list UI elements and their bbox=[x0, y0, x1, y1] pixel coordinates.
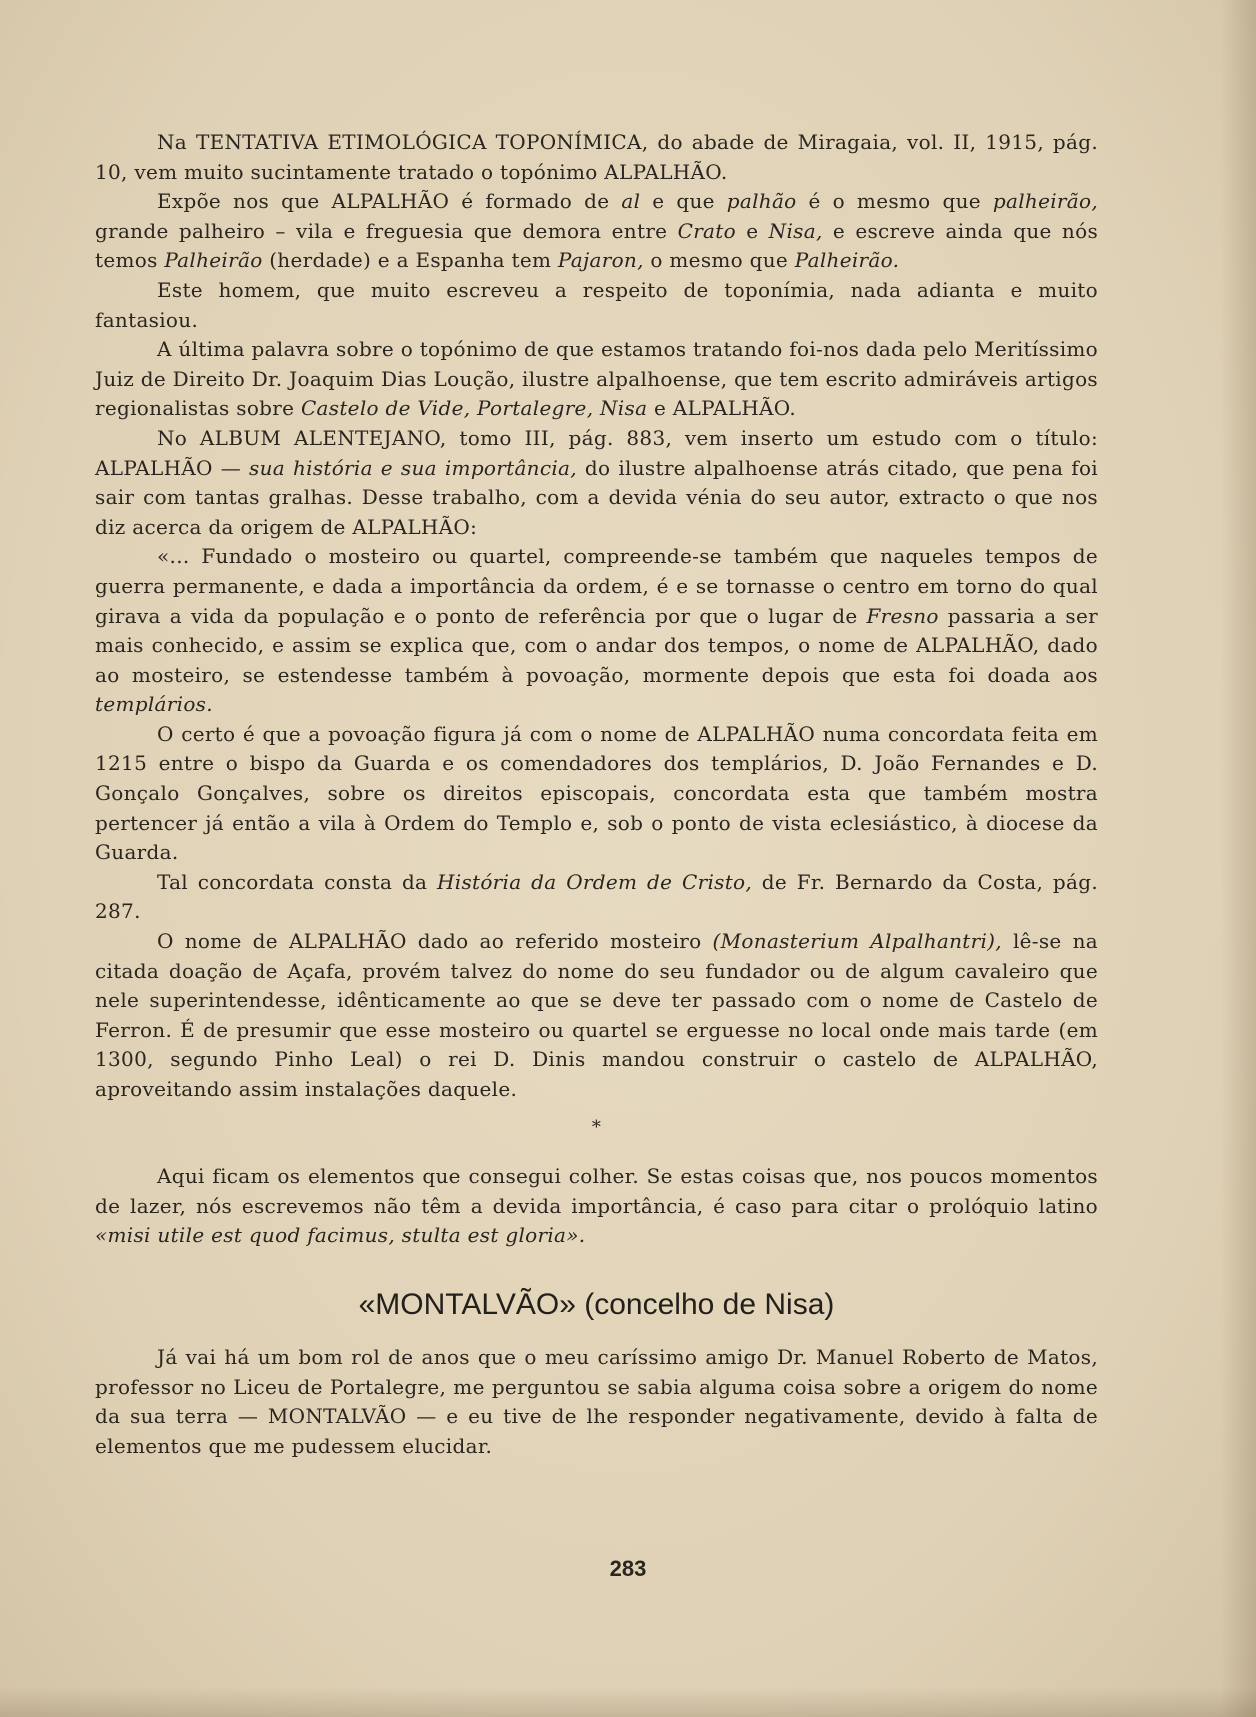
body-text bbox=[95, 128, 1098, 1461]
text-run: e escreve ainda que nós temos bbox=[95, 218, 1099, 273]
italic-text-run: Pajaron, bbox=[557, 248, 644, 273]
text-run: Aqui ficam os elementos que consegui colher. Se estas coisas que, nos poucos momentos de lazer, nós escrevemos não têm a devida importância, é caso para citar o prolóquio latino bbox=[95, 1164, 1098, 1218]
italic-text-run: palheirão, bbox=[992, 189, 1098, 214]
paragraphs-container bbox=[95, 128, 1098, 1105]
italic-text-run: Palheirão bbox=[164, 248, 263, 273]
italic-text-run: (Monasterium Alpalhantri), bbox=[712, 929, 1002, 954]
scan-shadow-bottom bbox=[0, 1687, 1256, 1717]
italic-text-run: Nisa, bbox=[768, 218, 823, 243]
text-run: No ALBUM ALENTEJANO, tomo III, pág. 883, vem inserto um estudo com o título: ALPALHÃO — bbox=[95, 425, 1098, 480]
paragraph bbox=[95, 187, 1098, 276]
text-run: Na TENTATIVA ETIMOLÓGICA TOPONÍMICA, do abade de Miragaia, vol. II, 1915, pág. 10, vem muito sucintamente tratado o topónimo ALPALHÃO. bbox=[95, 130, 1098, 184]
italic-text-run: «misi utile est quod facimus, stulta est gloria». bbox=[95, 1223, 586, 1248]
italic-text-run: História da Ordem de Cristo, bbox=[437, 869, 753, 894]
text-run: e que bbox=[640, 189, 727, 214]
text-run: Tal concordata consta da bbox=[157, 869, 437, 894]
italic-text-run: palhão bbox=[726, 189, 797, 214]
text-run: O nome de ALPALHÃO dado ao referido mosteiro bbox=[157, 929, 713, 954]
text-run: é o mesmo que bbox=[796, 189, 993, 214]
text-run: Expõe nos que ALPALHÃO é formado de bbox=[157, 189, 622, 214]
text-run: de Fr. Bernardo da Costa, pág. 287. bbox=[95, 869, 1098, 924]
section-heading: «MONTALVÃO» (concelho de Nisa) bbox=[358, 1287, 835, 1321]
text-run: passaria a ser mais conhecido, e assim se explica que, com o andar dos tempos, o nome de ALPALHÃO, dado ao mosteiro, se estendesse também à povoação, mormente depois que esta foi doada aos bbox=[95, 603, 1098, 687]
paragraph bbox=[95, 720, 1098, 868]
text-run: Já vai há um bom rol de anos que o meu caríssimo amigo Dr. Manuel Roberto de Matos, professor no Liceu de Portalegre, me perguntou se sabia alguma coisa sobre a origem do nome da sua terra — MONTALVÃO — e eu tive de lhe responder negativamente, devido à falta de elementos que me pudessem elucidar. bbox=[95, 1344, 1098, 1458]
text-run: A última palavra sobre o topónimo de que estamos tratando foi-nos dada pelo Meritíssimo Juiz de Direito Dr. Joaquim Dias Loução, ilustre alpalhoense, que tem escrito admiráveis artigos regionalistas sobre bbox=[95, 337, 1099, 421]
italic-text-run: Fresno bbox=[866, 603, 939, 628]
section-paragraph bbox=[95, 1343, 1098, 1461]
italic-text-run: Castelo de Vide, Portalegre, Nisa bbox=[300, 396, 648, 421]
paragraph bbox=[95, 128, 1098, 187]
section-separator: * bbox=[591, 1116, 602, 1138]
text-run: do ilustre alpalhoense atrás citado, que pena foi sair com tantas gralhas. Desse trabalho, com a devida vénia do seu autor, extracto o que nos diz acerca da origem de ALPALHÃO: bbox=[95, 455, 1098, 539]
paragraph bbox=[95, 424, 1098, 542]
text-run: O certo é que a povoação figura já com o nome de ALPALHÃO numa concordata feita em 1215 entre o bispo da Guarda e os comendadores dos templários, D. João Fernandes e D. Gonçalo Gonçalves, sobre os direitos episcopais, concordata esta que também mostra pertencer já então a vila à Ordem do Templo e, sob o ponto de vista eclesiástico, à diocese da Guarda. bbox=[95, 721, 1098, 865]
italic-text-run: Crato bbox=[677, 218, 736, 243]
closing-paragraph bbox=[95, 1162, 1098, 1251]
italic-text-run: sua história e sua importância, bbox=[249, 455, 577, 480]
text-run: lê-se na citada doação de Açafa, provém talvez do nome do seu fundador ou de algum cavaleiro que nele superintendesse, idênticamente ao que se deve ter passado com o nome de Castelo de Ferron. É de presumir que esse mosteiro ou quartel se erguesse no local onde mais tarde (em 1300, segundo Pinho Leal) o rei D. Dinis mandou construir o castelo de ALPALHÃO, aproveitando assim instalações daquele. bbox=[95, 929, 1099, 1101]
paragraph bbox=[95, 868, 1098, 927]
paragraph bbox=[95, 927, 1098, 1105]
page-number: 283 bbox=[609, 1556, 647, 1581]
paragraph bbox=[95, 276, 1098, 335]
italic-text-run: templários. bbox=[95, 692, 213, 717]
section-paragraphs-container bbox=[95, 1343, 1098, 1461]
text-run: «... Fundado o mosteiro ou quartel, compreende-se também que naqueles tempos de guerra permanente, e dada a importância da ordem, é e se tornasse o centro em torno do qual girava a vida da população e o ponto de referência por que o lugar de bbox=[95, 544, 1098, 628]
text-run: e bbox=[735, 218, 769, 243]
text-run: e ALPALHÃO. bbox=[647, 396, 796, 421]
text-run: (herdade) e a Espanha tem bbox=[262, 248, 558, 273]
text-run: Este homem, que muito escreveu a respeito de toponímia, nada adianta e muito fantasiou. bbox=[95, 277, 1098, 332]
italic-text-run: al bbox=[621, 189, 641, 214]
scan-shadow-right bbox=[1220, 0, 1256, 1717]
italic-text-run: Palheirão. bbox=[794, 248, 900, 273]
paragraph bbox=[95, 542, 1098, 720]
paragraph bbox=[95, 335, 1098, 424]
text-run: grande palheiro – vila e freguesia que demora entre bbox=[95, 218, 678, 243]
text-run: o mesmo que bbox=[643, 248, 795, 273]
